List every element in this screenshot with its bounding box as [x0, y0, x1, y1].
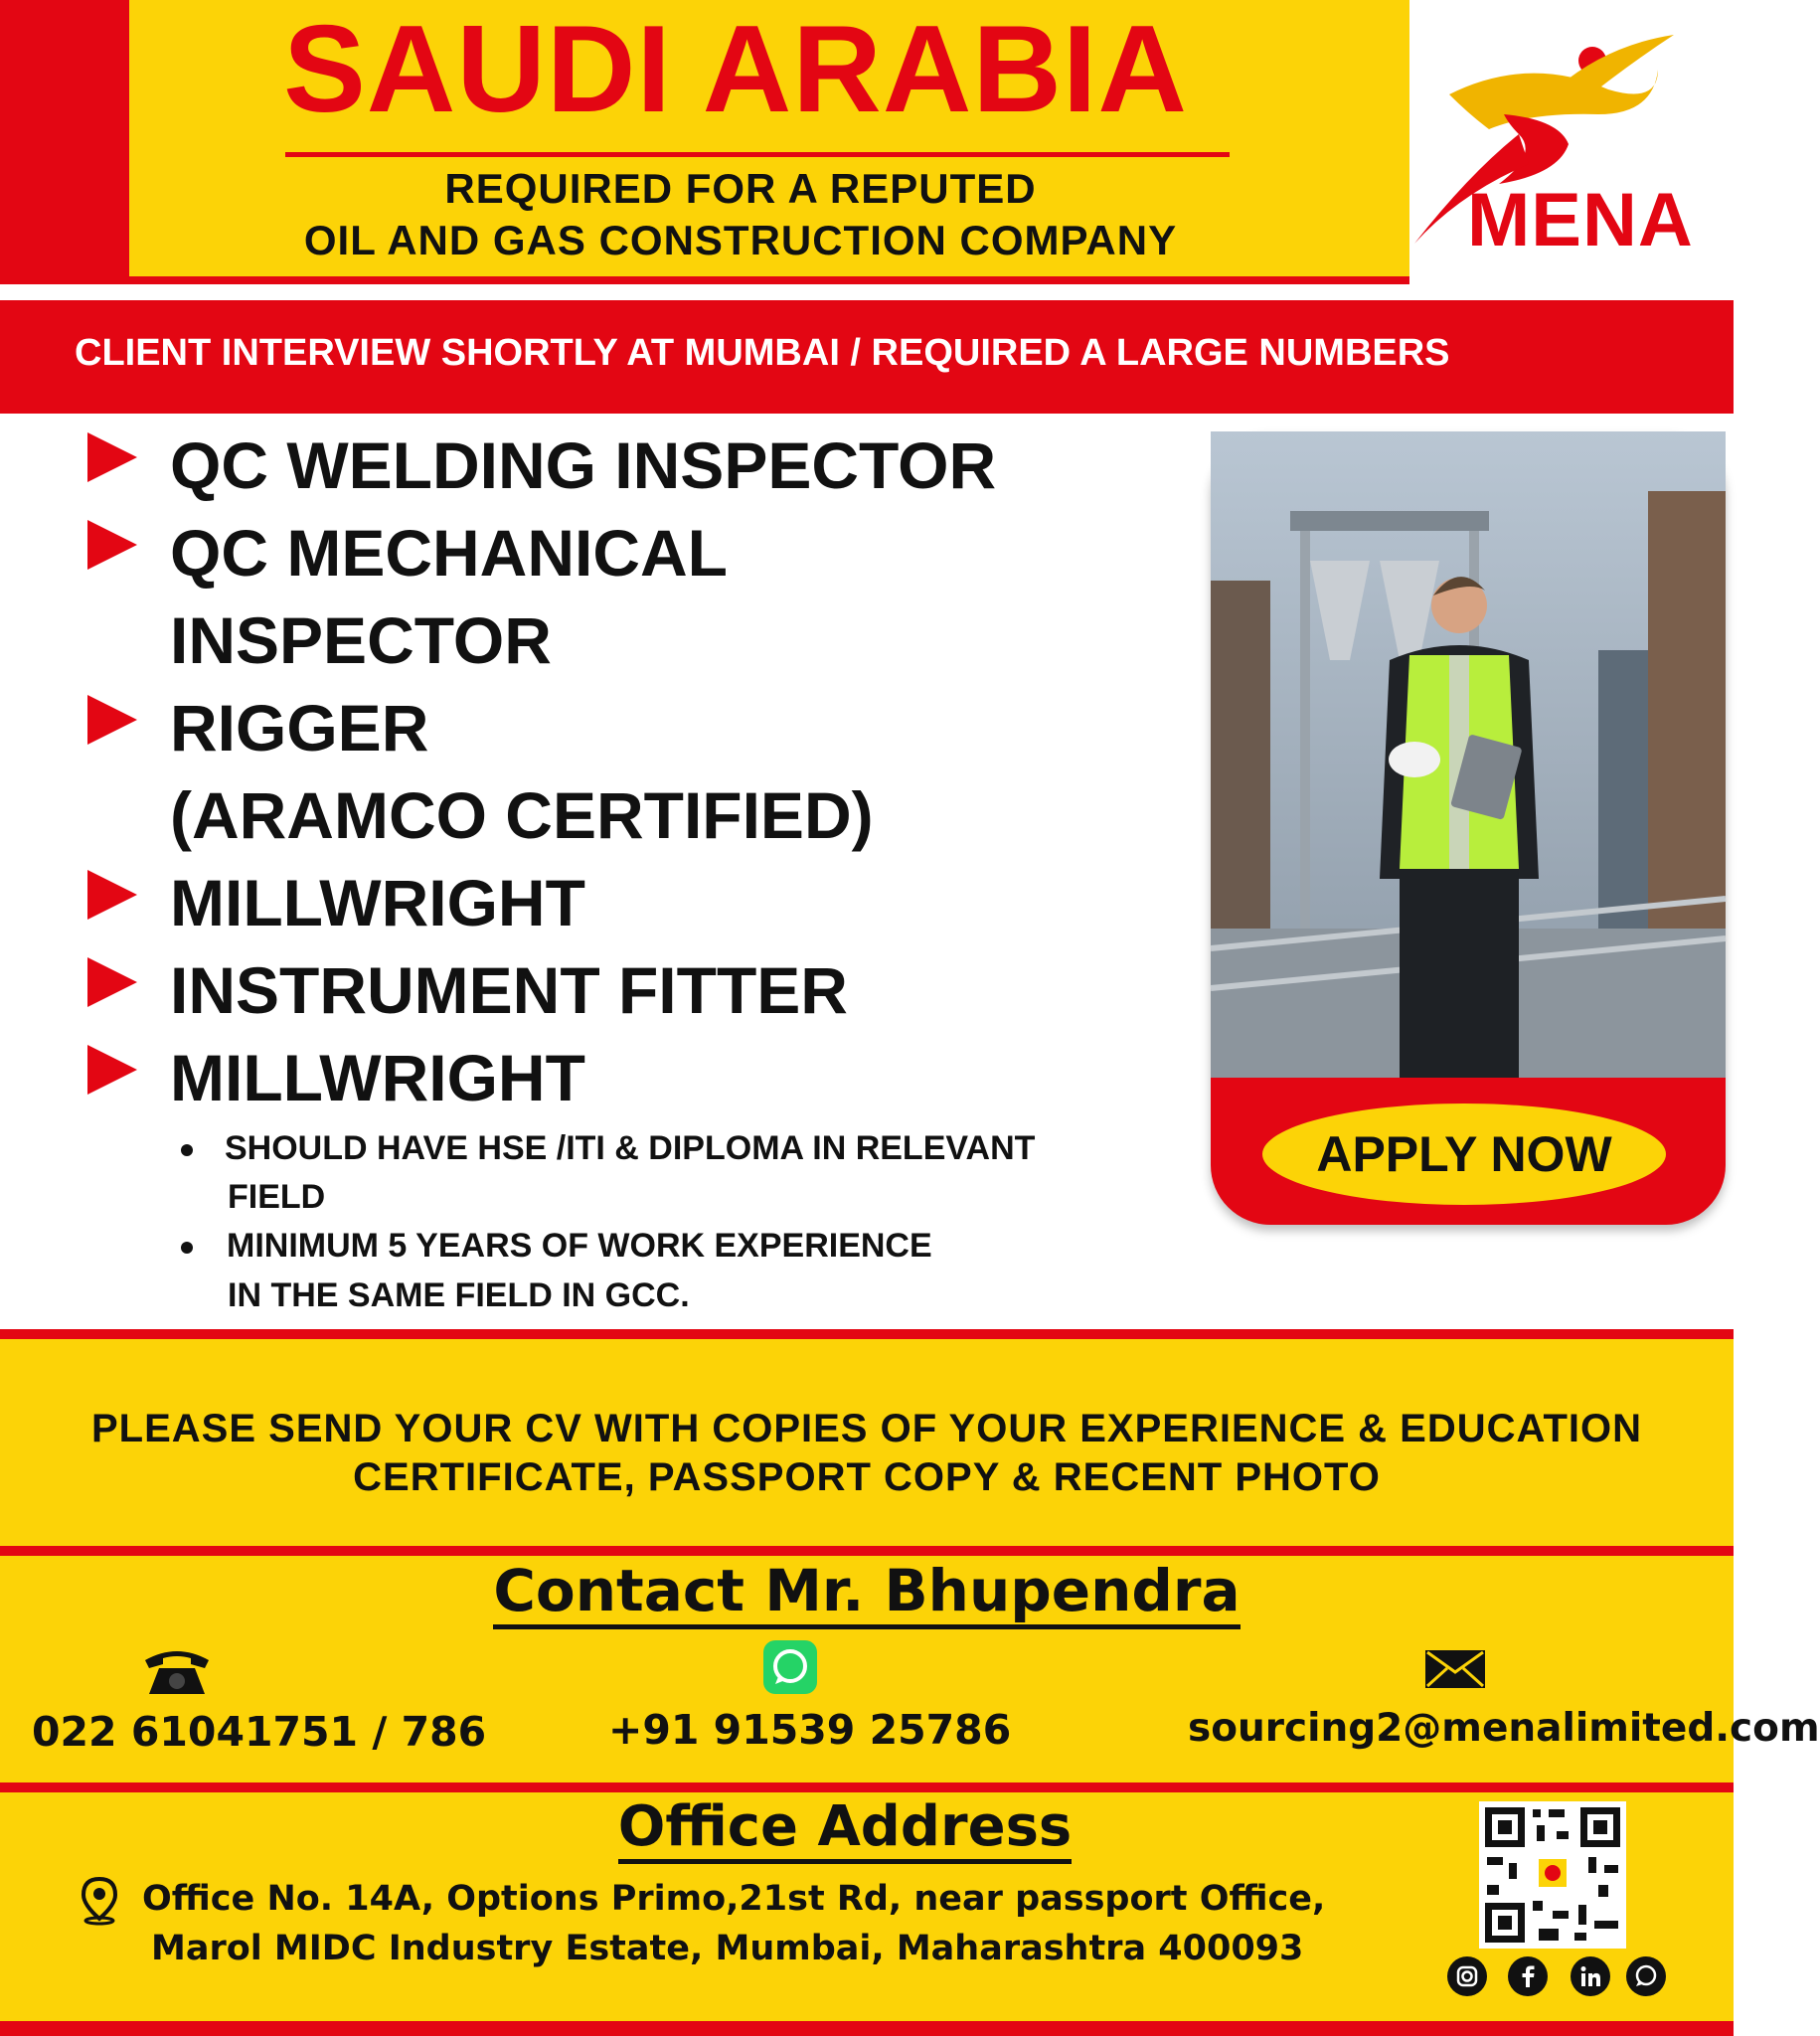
whatsapp-small-icon[interactable]	[1626, 1956, 1666, 1996]
qr-code	[1479, 1801, 1626, 1949]
instagram-icon[interactable]	[1447, 1956, 1487, 1996]
cv-note-line-2: CERTIFICATE, PASSPORT COPY & RECENT PHOTO	[353, 1455, 1381, 1499]
linkedin-icon[interactable]	[1571, 1956, 1610, 1996]
triangle-bullet-icon	[87, 432, 137, 482]
job-title: MILLWRIGHT	[170, 1041, 585, 1114]
requirement-line: MINIMUM 5 YEARS OF WORK EXPERIENCE	[227, 1227, 932, 1265]
location-pin-icon	[80, 1877, 119, 1925]
job-item	[87, 865, 585, 940]
job-title-continued: INSPECTOR	[170, 603, 552, 677]
requirement-line: FIELD	[228, 1178, 326, 1216]
job-item	[87, 1040, 585, 1115]
triangle-bullet-icon	[87, 957, 137, 1007]
divider	[0, 1782, 1734, 1792]
interview-banner-text: CLIENT INTERVIEW SHORTLY AT MUMBAI / REQUIRED A LARGE NUMBERS	[75, 332, 1450, 374]
job-item	[87, 690, 428, 765]
whatsapp-number[interactable]: +91 91539 25786	[608, 1706, 1012, 1754]
job-title: QC WELDING INSPECTOR	[170, 428, 997, 502]
whatsapp-icon	[763, 1640, 817, 1694]
office-heading-text: Office Address	[618, 1794, 1073, 1864]
telephone-icon	[139, 1646, 215, 1698]
job-item	[87, 427, 996, 503]
phone-number[interactable]: 022 61041751 / 786	[32, 1708, 487, 1756]
envelope-icon	[1423, 1648, 1487, 1690]
dot-bullet-icon	[181, 1242, 193, 1254]
contact-heading-text: Contact Mr. Bhupendra	[493, 1557, 1240, 1629]
header-red-stripe	[0, 0, 129, 283]
requirement-line: SHOULD HAVE HSE /ITI & DIPLOMA IN RELEVANT	[225, 1129, 1036, 1167]
job-title: RIGGER	[170, 691, 429, 764]
subtitle-line-2: OIL AND GAS CONSTRUCTION COMPANY	[303, 217, 1178, 263]
triangle-bullet-icon	[87, 1045, 137, 1095]
triangle-bullet-icon	[87, 870, 137, 920]
job-item	[87, 952, 848, 1028]
triangle-bullet-icon	[87, 520, 137, 570]
job-title: INSTRUMENT FITTER	[170, 953, 848, 1027]
apply-now-button[interactable]: APPLY NOW	[1262, 1103, 1666, 1205]
page-title: SAUDI ARABIA	[283, 1, 1188, 138]
job-item	[87, 515, 728, 591]
subtitle-line-1: REQUIRED FOR A REPUTED	[444, 165, 1037, 212]
address-line-2: Marol MIDC Industry Estate, Mumbai, Maharashtra 400093	[151, 1929, 1304, 1968]
worker-photo	[1211, 431, 1726, 1078]
footer-stripe	[0, 2021, 1734, 2036]
contact-heading	[0, 1557, 1734, 1624]
job-title-continued: (ARAMCO CERTIFIED)	[170, 778, 874, 852]
job-title: MILLWRIGHT	[170, 866, 585, 939]
facebook-icon[interactable]	[1508, 1956, 1548, 1996]
dot-bullet-icon	[181, 1144, 193, 1156]
header-red-underline	[0, 276, 1409, 284]
requirement-line: IN THE SAME FIELD IN GCC.	[228, 1276, 690, 1314]
email-address[interactable]: sourcing2@menalimited.com	[1188, 1706, 1820, 1751]
office-heading	[0, 1794, 1690, 1859]
cv-note-line-1: PLEASE SEND YOUR CV WITH COPIES OF YOUR EXPERIENCE & EDUCATION	[91, 1407, 1642, 1450]
logo-text: MENA	[1467, 178, 1694, 262]
divider	[0, 1329, 1734, 1339]
job-title: QC MECHANICAL	[170, 516, 728, 590]
title-divider	[285, 152, 1230, 157]
address-line-1: Office No. 14A, Options Primo,21st Rd, near passport Office,	[142, 1879, 1326, 1919]
divider	[0, 1546, 1734, 1556]
triangle-bullet-icon	[87, 695, 137, 745]
